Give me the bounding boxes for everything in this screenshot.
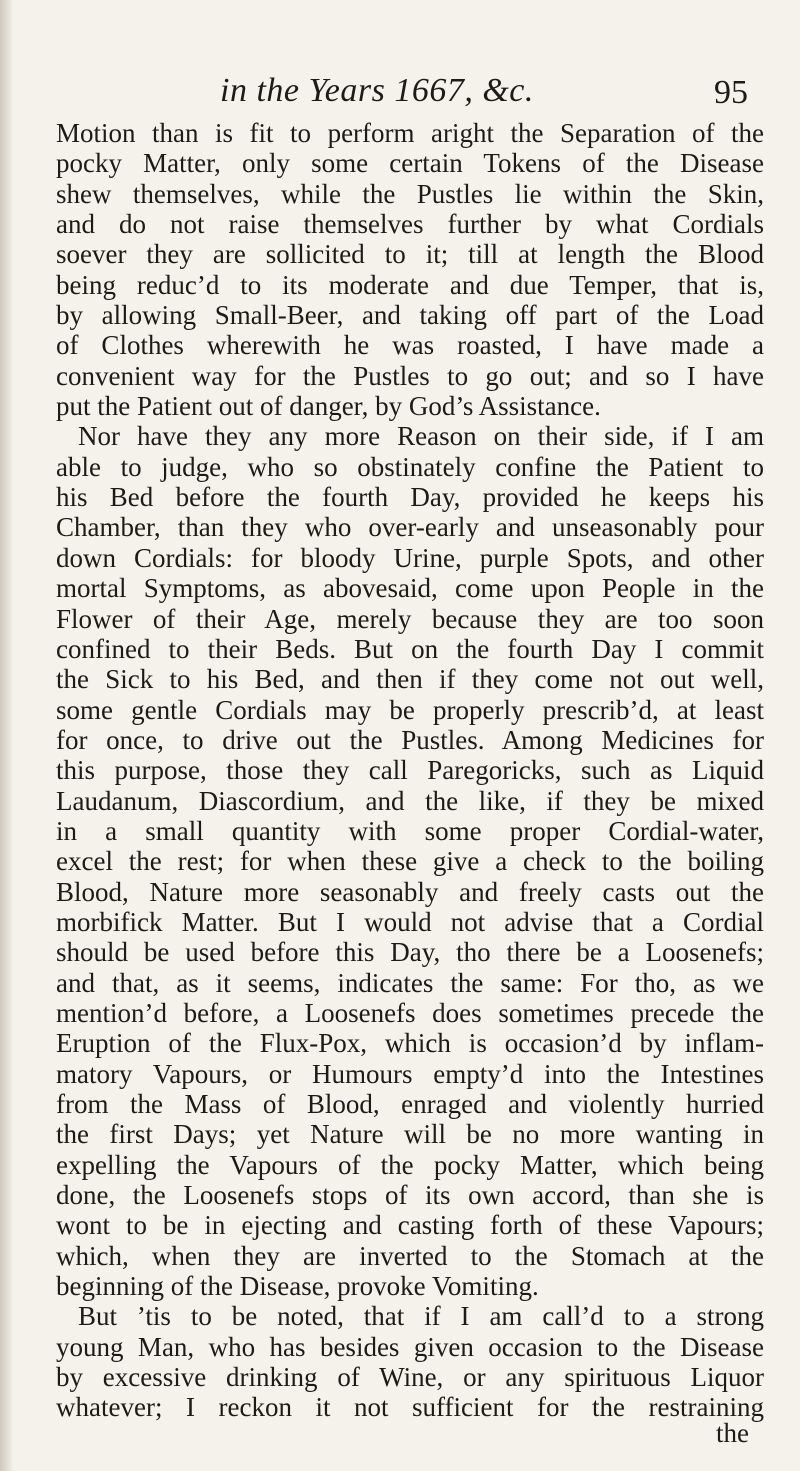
text-line: of Clothes wherewith he was roasted, I have made a: [56, 330, 764, 361]
text-line: should be used before this Day, tho there be a Loosenefs;: [56, 937, 764, 968]
text-line: Blood, Nature more seasonably and freely casts out the: [56, 876, 764, 907]
text-line: Laudanum, Diascordium, and the like, if they be mixed: [56, 785, 764, 816]
text-line: excel the rest; for when these give a check to the boiling: [56, 846, 764, 877]
text-line: and that, as it seems, indicates the same: For tho, as we: [56, 967, 764, 998]
text-line: But ’tis to be noted, that if I am call’d to a strong: [78, 1301, 764, 1332]
text-line: able to judge, who so obstinately confine the Patient to: [56, 451, 764, 482]
text-line: matory Vapours, or Humours empty’d into the Intestines: [56, 1058, 764, 1089]
text-line: expelling the Vapours of the pocky Matter, which being: [56, 1149, 764, 1180]
text-line: his Bed before the fourth Day, provided he keeps his: [56, 482, 764, 513]
text-line: mention’d before, a Loosenefs does sometimes precede the: [56, 997, 764, 1028]
text-line: in a small quantity with some proper Cordial-water,: [56, 815, 764, 846]
text-line: shew themselves, while the Pustles lie within the Skin,: [56, 178, 764, 209]
text-line: beginning of the Disease, provoke Vomiting.: [56, 1271, 539, 1302]
text-line: from the Mass of Blood, enraged and violently hurried: [56, 1089, 764, 1119]
text-line: for once, to drive out the Pustles. Among Medicines for: [56, 724, 764, 755]
text-line: which, when they are inverted to the Stomach at the: [56, 1240, 764, 1271]
running-head-title: in the Years 1667, &c.: [220, 72, 534, 109]
body-text: [56, 118, 764, 1423]
text-line: wont to be in ejecting and casting forth of these Vapours;: [56, 1210, 764, 1241]
text-line: soever they are sollicited to it; till at length the Blood: [56, 239, 764, 270]
text-line: Motion than is fit to perform aright the Separation of the: [56, 118, 764, 148]
text-line: down Cordials: for bloody Urine, purple Spots, and other: [56, 542, 764, 573]
text-line: Nor have they any more Reason on their side, if I am: [78, 421, 764, 452]
page-number: 95: [714, 74, 748, 111]
text-line: pocky Matter, only some certain Tokens of the Disease: [56, 148, 764, 179]
text-line: young Man, who has besides given occasion to the Disease: [56, 1331, 764, 1362]
text-line: by allowing Small-Beer, and taking off part of the Load: [56, 300, 764, 331]
text-line: done, the Loosenefs stops of its own accord, than she is: [56, 1180, 764, 1211]
text-line: put the Patient out of danger, by God’s Assistance.: [56, 391, 601, 422]
text-line: morbifick Matter. But I would not advise that a Cordial: [56, 906, 764, 937]
text-line: Flower of their Age, merely because they are too soon: [56, 603, 764, 634]
catchword: the: [716, 1418, 749, 1448]
text-line: Chamber, than they who over-early and unseasonably pour: [56, 512, 764, 543]
text-line: whatever; I reckon it not sufficient for the restraining: [56, 1392, 764, 1423]
page-gutter-shadow: [0, 0, 14, 1471]
text-line: being reduc’d to its moderate and due Temper, that is,: [56, 269, 764, 300]
text-line: the first Days; yet Nature will be no more wanting in: [56, 1119, 764, 1150]
text-line: convenient way for the Pustles to go out; and so I have: [56, 360, 764, 391]
text-line: this purpose, those they call Paregoricks, such as Liquid: [56, 755, 764, 786]
text-line: the Sick to his Bed, and then if they come not out well,: [56, 664, 764, 695]
text-line: and do not raise themselves further by what Cordials: [56, 209, 764, 240]
running-head: [0, 72, 800, 122]
text-line: confined to their Beds. But on the fourth Day I commit: [56, 633, 764, 664]
text-line: Eruption of the Flux-Pox, which is occasion’d by inflam-: [56, 1028, 764, 1059]
text-line: mortal Symptoms, as abovesaid, come upon People in the: [56, 573, 764, 604]
text-line: by excessive drinking of Wine, or any spirituous Liquor: [56, 1362, 764, 1393]
text-line: some gentle Cordials may be properly prescrib’d, at least: [56, 694, 764, 725]
